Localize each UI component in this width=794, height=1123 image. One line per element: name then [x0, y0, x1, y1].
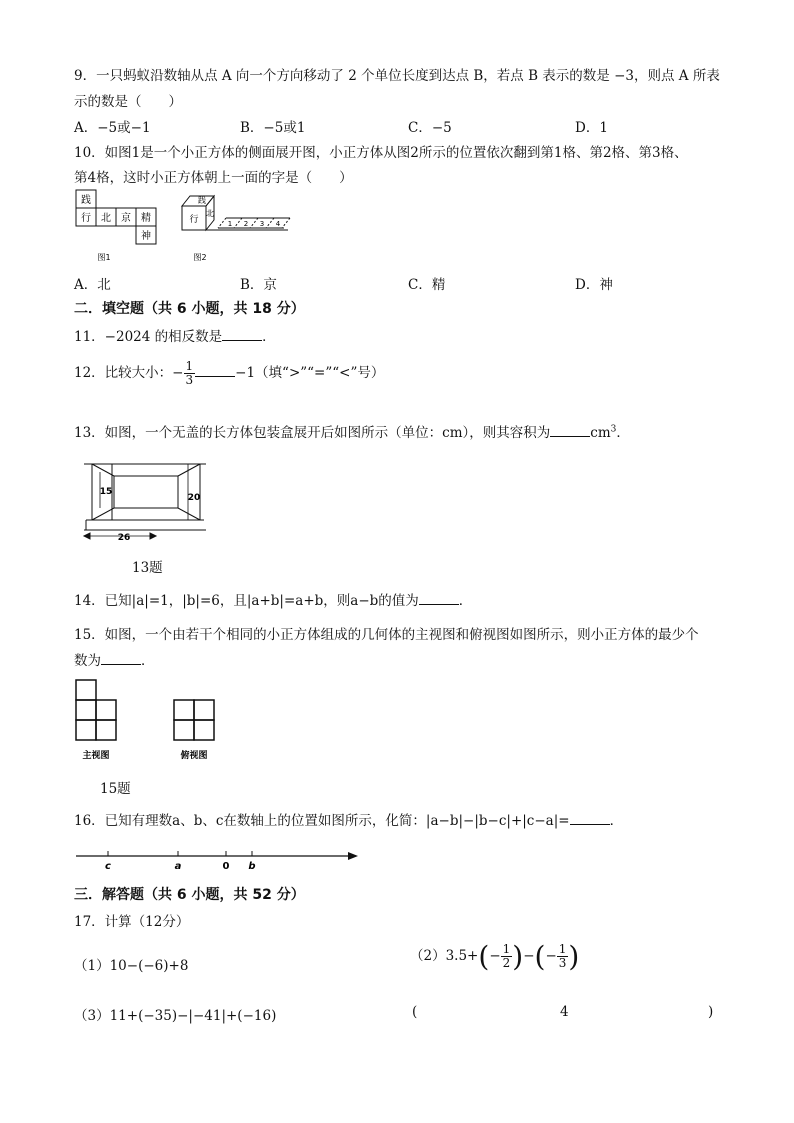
- q15-end: ．: [141, 653, 155, 669]
- q17-part4-num: 4: [560, 1004, 569, 1020]
- q15-top-label: 俯视图: [180, 751, 208, 761]
- net-char-3: 北: [101, 213, 111, 224]
- q13-caption: 13题: [132, 560, 163, 576]
- q15-line1: 15．如图，一个由若干个相同的小正方体组成的几何体的主视图和俯视图如图所示，则小正方体的最少个: [74, 627, 699, 643]
- q17-p2-frac1-den: 2: [502, 956, 511, 970]
- q17-p2-frac2: [557, 943, 569, 970]
- fig1-label: 图1: [97, 253, 111, 262]
- q13-unit: cm: [590, 425, 611, 441]
- q13-blank: [550, 424, 590, 437]
- axis-label-c: c: [105, 861, 111, 872]
- q15-blank: [101, 652, 141, 665]
- axis-label-a: a: [174, 861, 182, 872]
- q12: [74, 360, 384, 387]
- q14-end: ．: [458, 593, 473, 609]
- net-char-5: 精: [141, 213, 151, 224]
- q17-p2-frac1-num: 1: [502, 942, 511, 956]
- q11-blank: [222, 328, 262, 341]
- q17-p2-frac2-den: 3: [558, 956, 567, 970]
- q17-p2-prefix: （2）3.5+: [410, 948, 479, 964]
- q13-text: 13．如图，一个无盖的长方体包装盒展开后如图所示（单位：cm），则其容积为: [74, 425, 551, 441]
- q10-option-a: A．北: [74, 277, 111, 293]
- q17-part2: （2）3.5+(− $\frac{1}{2}$ )−(− $\frac{1}{3}$ ): [410, 940, 580, 973]
- q12-blank: [195, 364, 235, 377]
- q16-end: ．: [609, 813, 624, 829]
- q14: [74, 589, 472, 609]
- q12-prefix: 12．比较大小：−: [74, 365, 184, 381]
- q17-title: 17．计算（12分）: [74, 914, 190, 930]
- q15-line2: [74, 649, 155, 669]
- axis-label-b: b: [248, 861, 256, 872]
- q9-option-a: A．−5或−1: [74, 120, 151, 136]
- q16-text: 16．已知有理数a、b、c在数轴上的位置如图所示，化简：|a−b|−|b−c|+|c−a|=: [74, 813, 570, 829]
- q13-figure-box-net: [76, 456, 216, 546]
- q15-caption: 15题: [100, 781, 131, 797]
- q9-option-c: C．−5: [408, 120, 452, 136]
- q15-line2-text: 数为: [74, 653, 101, 669]
- q10-option-d: D．神: [575, 277, 613, 293]
- cube-front-char: 行: [189, 215, 199, 225]
- q11-text: 11．−2024 的相反数是: [74, 329, 223, 345]
- net-char-1: 践: [81, 195, 91, 206]
- section3-heading: 三．解答题（共 6 小题，共 52 分）: [74, 887, 305, 903]
- q16-blank: [570, 812, 610, 825]
- q17-part4-open: (: [412, 1004, 418, 1020]
- q15-front-label: 主视图: [82, 751, 110, 761]
- q12-fraction: [184, 360, 196, 387]
- net-char-4: 京: [121, 213, 131, 224]
- q13-dim-15: 15: [99, 487, 113, 497]
- section2-heading: 二．填空题（共 6 小题，共 18 分）: [74, 301, 305, 317]
- grid-num-4: 4: [275, 220, 281, 228]
- q10-line2: 第4格，这时小正方体朝上一面的字是（ ）: [74, 170, 353, 186]
- q9-line2: 示的数是（ ）: [74, 94, 182, 110]
- q11: [74, 325, 276, 345]
- q12-after: −1（填“>”“=”“<”号）: [235, 365, 385, 381]
- q10-figure1-net: [74, 188, 184, 264]
- q14-blank: [419, 592, 459, 605]
- net-char-2: 行: [81, 213, 91, 224]
- cube-top-char: 践: [198, 196, 206, 205]
- axis-label-0: 0: [222, 861, 230, 872]
- q15-figure-views: [74, 676, 234, 766]
- q16: [74, 809, 623, 829]
- q9-line1: 9．一只蚂蚁沿数轴从点 A 向一个方向移动了 2 个单位长度到达点 B，若点 B 表示的数是 −3，则点 A 所表: [74, 68, 720, 84]
- fig2-label: 图2: [193, 253, 207, 262]
- q13-dim-26: 26: [117, 533, 131, 543]
- grid-num-3: 3: [259, 220, 265, 228]
- q14-text: 14．已知|a|=1，|b|=6，且|a+b|=a+b，则a−b的值为: [74, 593, 419, 609]
- q13-dim-20: 20: [187, 493, 201, 503]
- q12-frac-den: 3: [185, 373, 194, 387]
- q9-option-d: D．1: [575, 120, 608, 136]
- q12-frac-num: 1: [185, 359, 194, 373]
- grid-num-2: 2: [243, 220, 249, 228]
- q17-p2-frac2-num: 1: [558, 942, 567, 956]
- q10-figure2-cube: [176, 188, 296, 264]
- q17-part4-close: ): [708, 1004, 714, 1020]
- q13: [74, 421, 630, 441]
- q13-end: ．: [616, 425, 630, 441]
- q17-part1: （1）10−(−6)+8: [74, 958, 189, 974]
- cube-side-char: 北: [206, 209, 214, 218]
- q13-unit-sup: 3: [610, 424, 617, 435]
- q17-part3: （3）11+(−35)−|−41|+(−16): [74, 1008, 277, 1024]
- q16-number-line: [74, 846, 364, 872]
- q9-option-b: B．−5或1: [240, 120, 306, 136]
- q17-p2-frac1: [501, 943, 513, 970]
- net-char-6: 神: [141, 231, 151, 242]
- q11-end: ．: [262, 329, 276, 345]
- q10-option-b: B．京: [240, 277, 277, 293]
- q10-line1: 10．如图1是一个小正方体的侧面展开图，小正方体从图2所示的位置依次翻到第1格、第2格、第3格、: [74, 145, 688, 161]
- grid-num-1: 1: [227, 220, 233, 228]
- q10-option-c: C．精: [408, 277, 446, 293]
